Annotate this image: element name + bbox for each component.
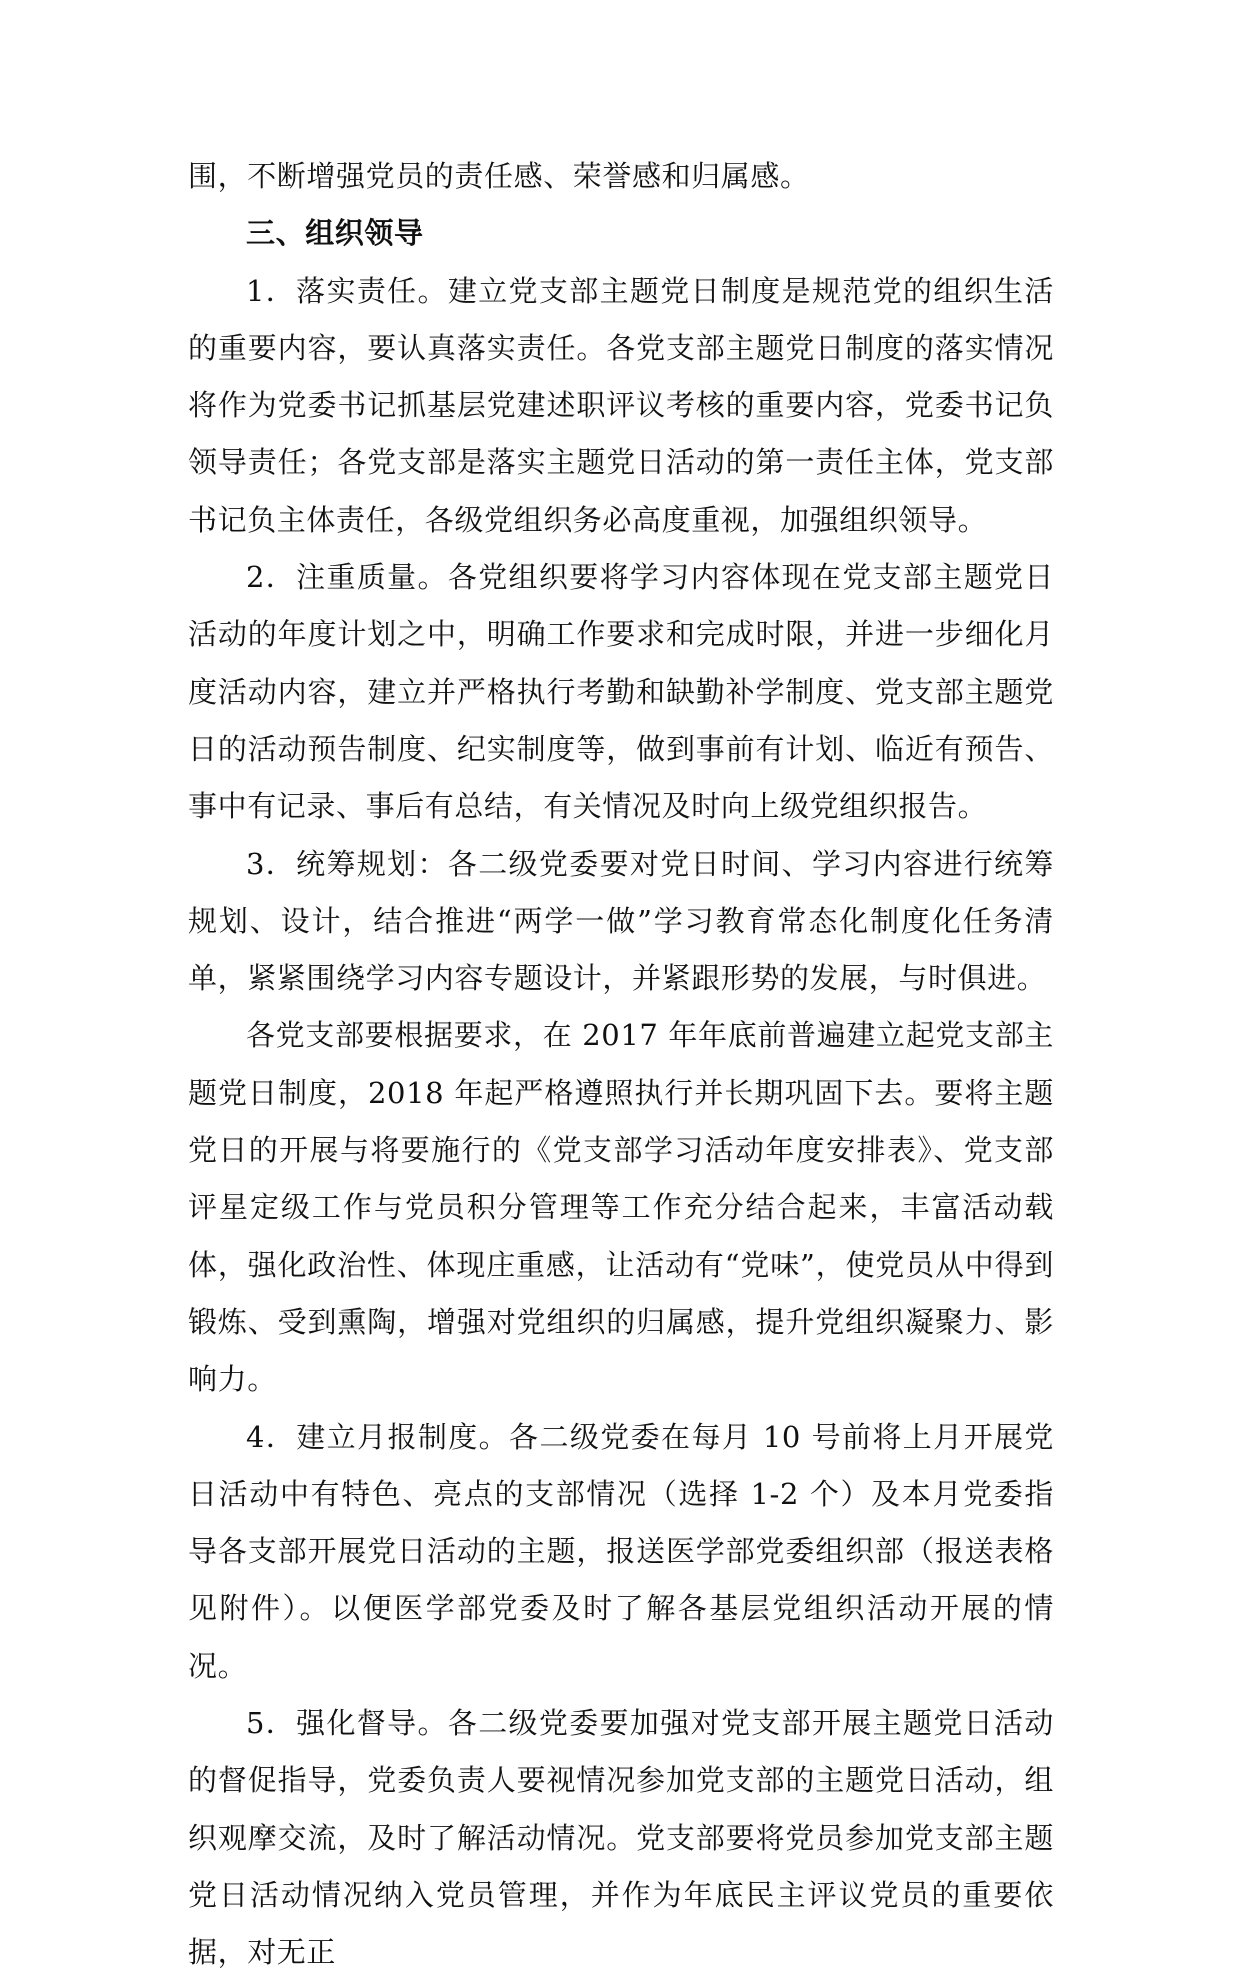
paragraph-continuation: 围，不断增强党员的责任感、荣誉感和归属感。 [188,159,810,193]
paragraph-strengthen-supervision: 5．强化督导。各二级党委要加强对党支部开展主题党日活动的督促指导，党委负责人要视情况参加党支部的主题党日活动，组织观摩交流，及时了解活动情况。党支部要将党员参加党支部主题党日活动情况纳入党员管理，并作为年底民主评议党员的重要依据，对无正 [188,1706,1054,1970]
paragraph-monthly-report: 4．建立月报制度。各二级党委在每月 10 号前将上月开展党日活动中有特色、亮点的支部情况（选择 1-2 个）及本月党委指导各支部开展党日活动的主题，报送医学部党委组织部（报送表格见附件）。以便医学部党委及时了解各基层党组织活动开展的情况。 [188,1419,1054,1683]
paragraph-overall-planning: 3．统筹规划：各二级党委要对党日时间、学习内容进行统筹规划、设计，结合推进“两学一做”学习教育常态化制度化任务清单，紧紧围绕学习内容专题设计，并紧跟形势的发展，与时俱进。 [188,846,1054,996]
section-heading-organization-leadership: 三、组织领导 [246,216,424,251]
paragraph-branch-requirements: 各党支部要根据要求，在 2017 年年底前普遍建立起党支部主题党日制度，2018 年起严格遵照执行并长期巩固下去。要将主题党日的开展与将要施行的《党支部学习活动年度安排表》、党支部评星定级工作与党员积分管理等工作充分结合起来，丰富活动载体，强化政治性、体现庄重感，让活动有“党味”，使党员从中得到锻炼、受到熏陶，增强对党组织的归属感，提升党组织凝聚力、影响力。 [188,1018,1054,1397]
paragraph-focus-quality: 2．注重质量。各党组织要将学习内容体现在党支部主题党日活动的年度计划之中，明确工作要求和完成时限，并进一步细化月度活动内容，建立并严格执行考勤和缺勤补学制度、党支部主题党日的活动预告制度、纪实制度等，做到事前有计划、临近有预告、事中有记录、事后有总结，有关情况及时向上级党组织报告。 [188,560,1054,824]
document-page [188,148,1054,1982]
paragraph-implement-responsibility: 1．落实责任。建立党支部主题党日制度是规范党的组织生活的重要内容，要认真落实责任。各党支部主题党日制度的落实情况将作为党委书记抓基层党建述职评议考核的重要内容，党委书记负领导责任；各党支部是落实主题党日活动的第一责任主体，党支部书记负主体责任，各级党组织务必高度重视，加强组织领导。 [188,273,1054,537]
